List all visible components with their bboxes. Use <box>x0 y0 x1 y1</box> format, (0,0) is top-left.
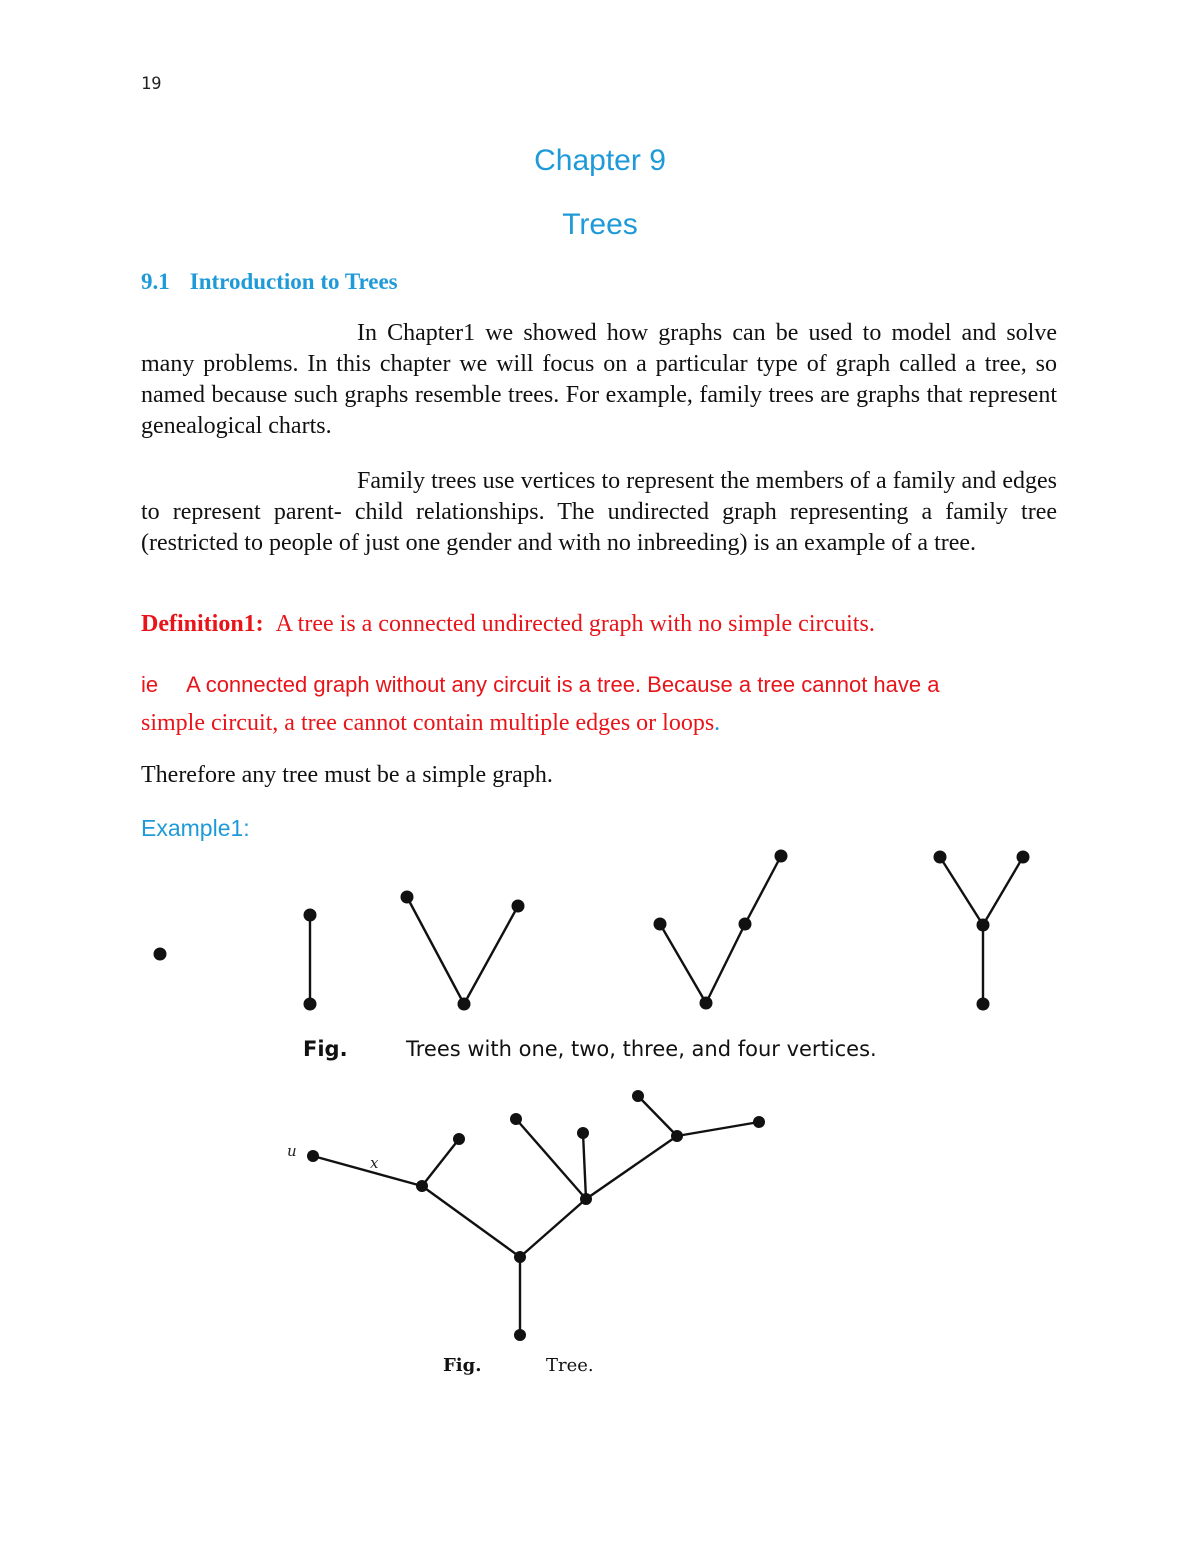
paragraph-1-text: In Chapter1 we showed how graphs can be used to model and solve many problems. In this chapter we will focus on a particular type of graph called a tree, so named because such graphs resemble trees. For example, family trees are graphs that represent genealogical charts. <box>141 320 1057 439</box>
section-number: 9.1 <box>141 269 170 294</box>
edge <box>583 1133 586 1199</box>
edge <box>464 906 518 1004</box>
vertex <box>416 1180 428 1192</box>
example-label: Example1: <box>141 815 250 841</box>
edge <box>638 1096 677 1136</box>
edge <box>422 1186 520 1257</box>
vertex <box>510 1113 522 1125</box>
chapter-heading: Chapter 9 <box>534 144 666 177</box>
vertex <box>512 900 525 913</box>
ie-sans-text: A connected graph without any circuit is a tree. Because a tree cannot have a <box>186 672 940 697</box>
vertex <box>458 998 471 1011</box>
edge <box>940 857 983 925</box>
edge <box>586 1136 677 1199</box>
conclusion-text: Therefore any tree must be a simple graph. <box>141 762 553 788</box>
paragraph-2-text: Family trees use vertices to represent the members of a family and edges to represent parent- child relationships. The undirected graph representing a family tree (restricted to people of just one gender and with no inbreeding) is an example of a tree. <box>141 468 1057 556</box>
definition-text: A tree is a connected undirected graph with no simple circuits. <box>275 611 875 637</box>
vertex <box>580 1193 592 1205</box>
figure-2-caption: Tree. <box>546 1355 594 1376</box>
edge <box>520 1199 586 1257</box>
vertex <box>934 851 947 864</box>
definition-label: Definition1: <box>141 611 264 637</box>
vertex <box>977 998 990 1011</box>
edge <box>706 924 745 1003</box>
edge <box>313 1156 422 1186</box>
edge <box>677 1122 759 1136</box>
vertex <box>739 918 752 931</box>
vertex <box>453 1133 465 1145</box>
vertex <box>977 919 990 932</box>
edge <box>745 856 781 924</box>
vertex <box>401 891 414 904</box>
vertex <box>577 1127 589 1139</box>
edge <box>407 897 464 1004</box>
ie-prefix: ie <box>141 672 159 697</box>
edge <box>516 1119 586 1199</box>
edge <box>660 924 706 1003</box>
vertex <box>753 1116 765 1128</box>
vertex <box>1017 851 1030 864</box>
figure-2-label: Fig. <box>443 1355 482 1376</box>
vertex <box>632 1090 644 1102</box>
vertex <box>514 1251 526 1263</box>
figure-1-caption: Trees with one, two, three, and four vertices. <box>406 1037 877 1061</box>
vertex <box>307 1150 319 1162</box>
vertex <box>654 918 667 931</box>
vertex-label-u: u <box>287 1142 297 1160</box>
vertex <box>304 909 317 922</box>
vertex <box>775 850 788 863</box>
edge <box>422 1139 459 1186</box>
figure-1-label: Fig. <box>303 1037 348 1061</box>
edge-label-x: x <box>370 1154 379 1172</box>
section-title: Introduction to Trees <box>189 269 398 294</box>
vertex <box>514 1329 526 1341</box>
ie-end: . <box>714 710 721 736</box>
page-number: 19 <box>141 74 162 94</box>
ie-serif-text: simple circuit, a tree cannot contain multiple edges or loops <box>141 710 715 736</box>
vertex <box>671 1130 683 1142</box>
vertex <box>154 948 167 961</box>
edge <box>983 857 1023 925</box>
chapter-title: Trees <box>562 208 638 241</box>
vertex <box>304 998 317 1011</box>
vertex <box>700 997 713 1010</box>
